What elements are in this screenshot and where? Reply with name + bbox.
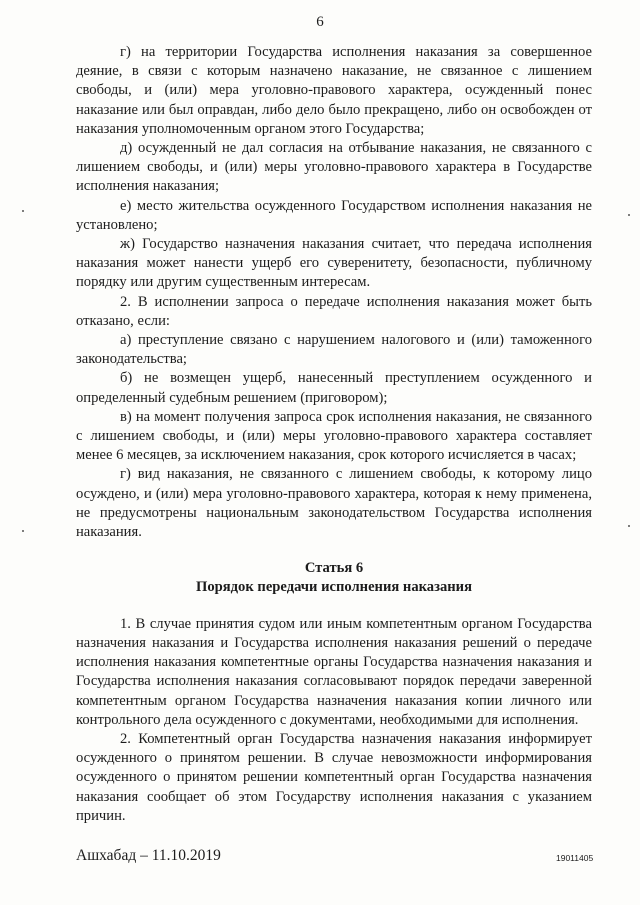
paragraph: 2. Компетентный орган Государства назначения наказания информирует осужденного о принятом решении. В случае невозможности информирования осужденного о принятом решении компетентный орган Государства назначения наказания сообщает об этом Государству исполнения наказания с указанием причин. xyxy=(76,730,592,824)
paragraph: в) на момент получения запроса срок исполнения наказания, не связанного с лишением свободы, и (или) меры уголовно-правового характера составляет менее 6 месяцев, за исключением наказания, срок которого исчисляется в часах; xyxy=(76,408,592,464)
document-body xyxy=(76,43,592,826)
footer-place-date: Ашхабад – 11.10.2019 xyxy=(76,847,221,864)
article-title: Порядок передачи исполнения наказания xyxy=(196,579,472,596)
paragraph: ж) Государство назначения наказания считает, что передача исполнения наказания может нанести ущерб его суверенитету, безопасности, публичному порядку или другим существенным интересам. xyxy=(76,236,592,291)
paragraph: а) преступление связано с нарушением налогового и (или) таможенного законодательства; xyxy=(76,332,592,368)
scan-speck xyxy=(628,214,630,216)
paragraph: г) на территории Государства исполнения наказания за совершенное деяние, в связи с которым назначено наказание, не связанное с лишением свободы, и (или) мера уголовно-правового характера, осужденный понес наказание или был оправдан, либо дело было прекращено, либо он освобожден от наказания уполномоченным органом этого Государства; xyxy=(76,44,592,137)
scan-speck xyxy=(22,530,24,532)
paragraph: 2. В исполнении запроса о передаче исполнения наказания может быть отказано, если: xyxy=(76,293,592,329)
footer-document-code: 19011405 xyxy=(556,853,594,863)
paragraph: г) вид наказания, не связанного с лишением свободы, к которому лицо осуждено, и (или) мера уголовно-правового характера, которая к нему применена, не предусмотрены национальным законодательством Государства исполнения наказания. xyxy=(76,466,592,541)
paragraph: е) место жительства осужденного Государством исполнения наказания не установлено; xyxy=(76,197,592,233)
paragraph: д) осужденный не дал согласия на отбывание наказания, не связанного с лишением свободы, и (или) меры уголовно-правового характера в Государстве исполнения наказания; xyxy=(76,140,592,195)
scan-speck xyxy=(628,525,630,527)
article-number: Статья 6 xyxy=(304,560,364,577)
paragraph: б) не возмещен ущерб, нанесенный преступлением осужденного и определенный судебным решением (приговором); xyxy=(76,370,592,406)
page-number: 6 xyxy=(316,14,324,30)
scan-speck xyxy=(22,210,24,212)
paragraph: 1. В случае принятия судом или иным компетентным органом Государства назначения наказания и Государства исполнения наказания решений о передаче исполнения наказания компетентные органы Государства назначения наказания и Государства исполнения наказания согласовывают порядок передачи заверенной компетентным органом Государства назначения наказания копии личного или контрольного дела осужденного с документами, необходимыми для исполнения. xyxy=(76,615,592,728)
